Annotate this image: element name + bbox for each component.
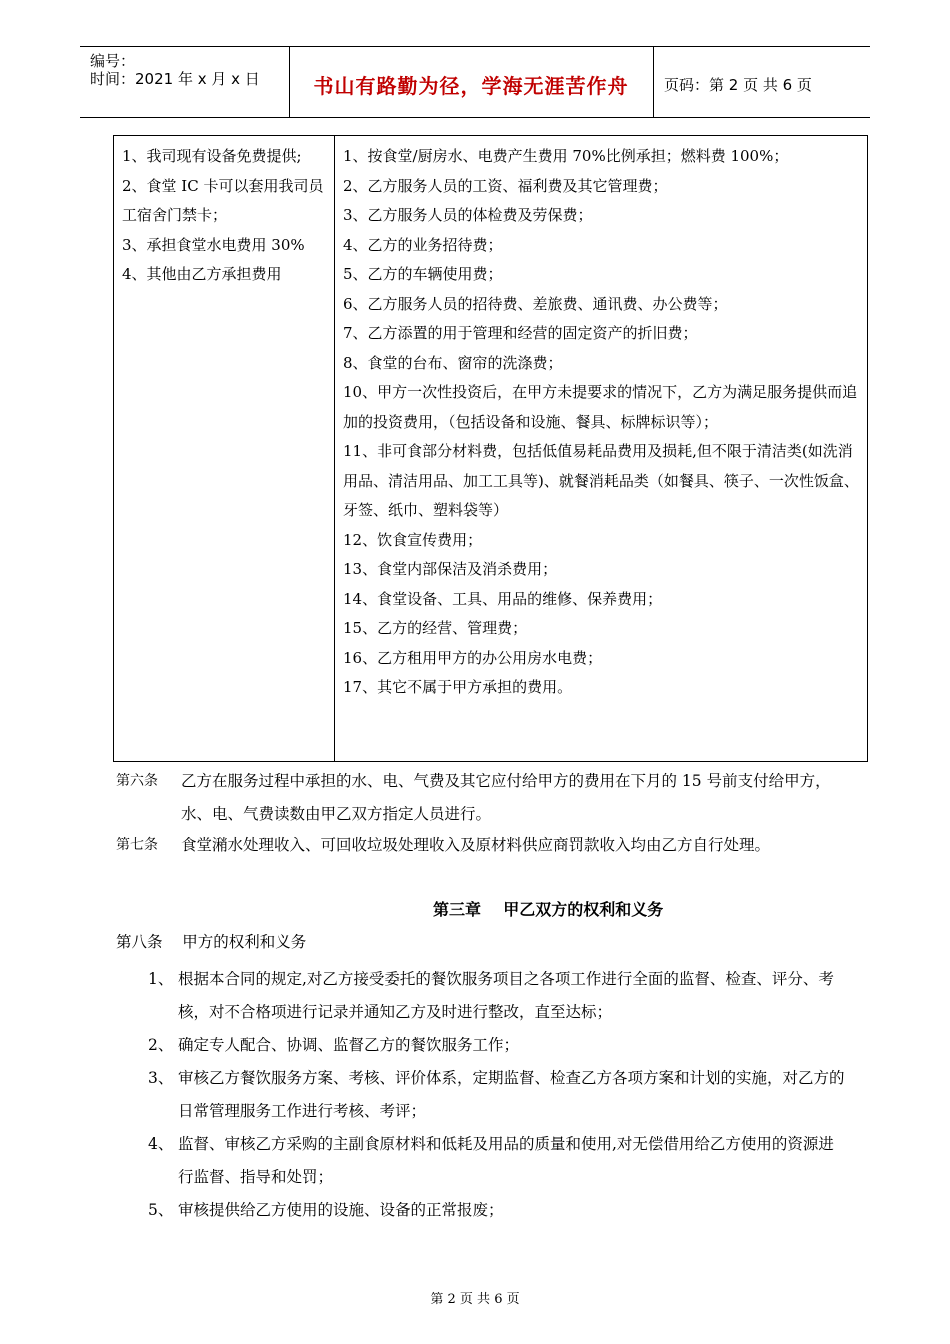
party-b-cost-item: 10、甲方一次性投资后，在甲方未提要求的情况下，乙方为满足服务提供而追加的投资费用，（包括设备和设施、餐具、标牌标识等）； xyxy=(343,383,858,431)
party-b-cost-item: 17、其它不属于甲方承担的费用。 xyxy=(343,678,573,696)
party-b-cost-item: 6、乙方服务人员的招待费、差旅费、通讯费、办公费等； xyxy=(343,294,728,313)
chapter-heading: 第三章 甲乙双方的权利和义务 xyxy=(433,900,664,919)
party-b-cost-item: 4、乙方的业务招待费； xyxy=(343,235,503,254)
table-column-divider xyxy=(334,136,335,761)
list-item-number: 2、 xyxy=(148,1036,174,1054)
party-b-cost-item: 11、非可食部分材料费，包括低值易耗品费用及损耗,但不限于清洁类(如洗消用品、清洁用品、加工工具等)、就餐消耗品类（如餐具、筷子、一次性饭盒、牙签、纸巾、塑料袋等） xyxy=(343,442,859,519)
party-b-cost-column xyxy=(343,142,863,703)
party-b-cost-item: 13、食堂内部保洁及消杀费用； xyxy=(343,560,558,578)
party-b-cost-item: 16、乙方租用甲方的办公用房水电费； xyxy=(343,648,603,667)
header-motto: 书山有路勤为径，学海无涯苦作舟 xyxy=(313,74,629,98)
list-item-text: 审核乙方餐饮服务方案、考核、评价体系，定期监督、检查乙方各项方案和计划的实施，对乙方的日常管理服务工作进行考核、考评； xyxy=(178,1069,845,1120)
party-b-cost-item: 8、食堂的台布、窗帘的洗涤费； xyxy=(343,353,563,372)
document-date: 时间：2021 年 x 月 x 日 xyxy=(90,70,260,88)
list-item xyxy=(148,1128,848,1194)
party-b-cost-item: 5、乙方的车辆使用费； xyxy=(343,265,503,283)
party-b-cost-item: 2、乙方服务人员的工资、福利费及其它管理费； xyxy=(343,176,668,195)
page-footer: 第 2 页 共 6 页 xyxy=(430,1292,520,1307)
list-item xyxy=(148,1062,848,1128)
list-item-text: 监督、审核乙方采购的主副食原材料和低耗及用品的质量和使用,对无偿借用给乙方使用的资源进行监督、指导和处罚； xyxy=(178,1135,834,1186)
party-b-cost-item: 1、按食堂/厨房水、电费产生费用 70%比例承担；燃料费 100%； xyxy=(343,147,789,165)
party-a-cost-item: 3、承担食堂水电费用 30% xyxy=(122,235,305,254)
article-6 xyxy=(116,765,866,831)
party-a-cost-item: 2、食堂 IC 卡可以套用我司员工宿舍门禁卡； xyxy=(122,176,324,224)
list-item-text: 根据本合同的规定,对乙方接受委托的餐饮服务项目之各项工作进行全面的监督、检查、评分、考核，对不合格项进行记录并通知乙方及时进行整改，直至达标； xyxy=(178,970,834,1021)
party-a-rights-list xyxy=(148,963,848,1227)
party-a-cost-item: 4、其他由乙方承担费用 xyxy=(122,265,282,283)
party-a-cost-column xyxy=(122,142,327,290)
article-text: 食堂潲水处理收入、可回收垃圾处理收入及原材料供应商罚款收入均由乙方自行处理。 xyxy=(181,836,771,854)
list-item xyxy=(148,1194,848,1227)
list-item-number: 4、 xyxy=(148,1135,174,1153)
list-item-number: 1、 xyxy=(148,970,174,988)
document-number: 编号： xyxy=(90,52,136,70)
list-item xyxy=(148,963,848,1029)
list-item-number: 5、 xyxy=(148,1201,174,1219)
article-7 xyxy=(116,829,866,895)
list-item-number: 3、 xyxy=(148,1069,174,1087)
header-page-number: 页码：第 2 页 共 6 页 xyxy=(664,76,812,94)
header-top-rule xyxy=(80,46,870,47)
header-bottom-rule xyxy=(80,117,870,118)
article-label: 第七条 xyxy=(116,837,158,853)
list-item xyxy=(148,1029,848,1062)
article-8-heading: 第八条 甲方的权利和义务 xyxy=(116,933,307,951)
article-text: 乙方在服务过程中承担的水、电、气费及其它应付给甲方的费用在下月的 15 号前支付给甲方，水、电、气费读数由甲乙双方指定人员进行。 xyxy=(181,772,831,823)
header-divider xyxy=(653,46,654,117)
party-b-cost-item: 15、乙方的经营、管理费； xyxy=(343,619,528,637)
party-b-cost-item: 7、乙方添置的用于管理和经营的固定资产的折旧费； xyxy=(343,324,698,342)
article-label: 第六条 xyxy=(116,773,158,789)
header-meta xyxy=(90,52,260,88)
party-b-cost-item: 3、乙方服务人员的体检费及劳保费； xyxy=(343,206,593,224)
party-a-cost-item: 1、我司现有设备免费提供; xyxy=(122,147,302,165)
list-item-text: 审核提供给乙方使用的设施、设备的正常报废； xyxy=(178,1201,504,1219)
party-b-cost-item: 12、饮食宣传费用； xyxy=(343,530,483,549)
cost-table xyxy=(113,135,868,762)
list-item-text: 确定专人配合、协调、监督乙方的餐饮服务工作； xyxy=(178,1036,520,1054)
party-b-cost-item: 14、食堂设备、工具、用品的维修、保养费用； xyxy=(343,589,663,608)
